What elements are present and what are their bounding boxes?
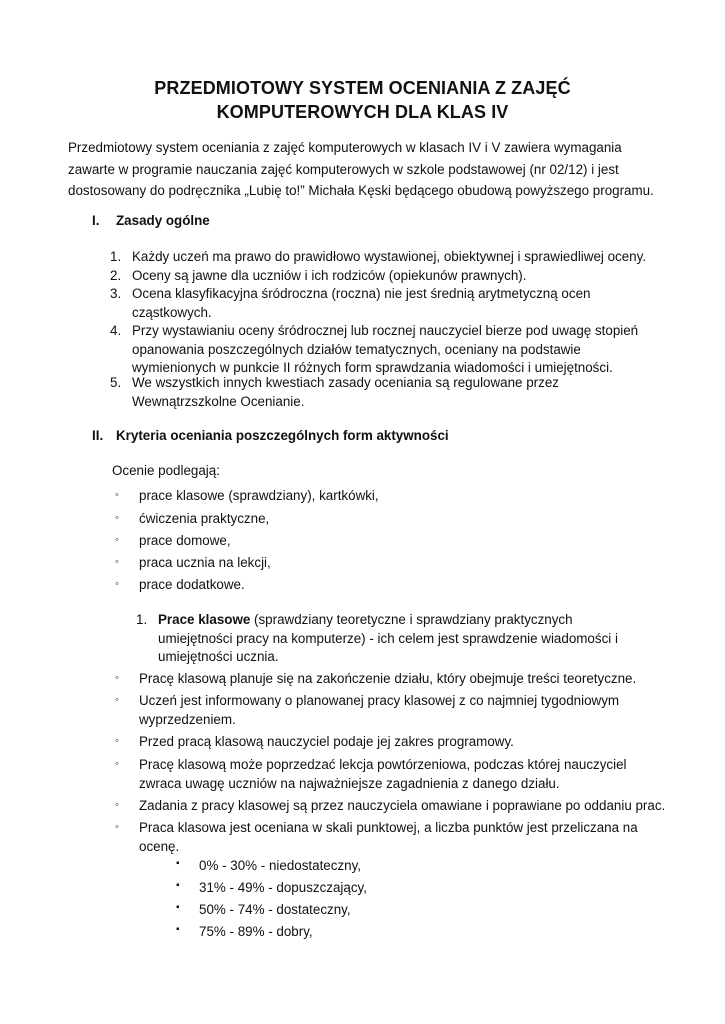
list-item-text: praca ucznia na lekcji,	[139, 555, 271, 570]
prace-klasowe-description: (sprawdziany teoretyczne i sprawdziany praktycznych umiejętności pracy na komputerze) - ich celem jest sprawdzenie wiadomości i umiejętności ucznia.	[158, 612, 618, 665]
subject-label: Ocenie podlegają:	[112, 463, 220, 478]
list-item-text: ćwiczenia praktyczne,	[139, 511, 270, 526]
bullet-icon: ◦	[115, 578, 119, 590]
intro-paragraph: Przedmiotowy system oceniania z zajęć komputerowych w klasach IV i V zawiera wymagania zawarte w programie nauczania zajęć komputerowych w szkole podstawowej (nr 02/12) i jest dostosowany do podręcznika „Lubię to!” Michała Kęski będącego obudową powyższego programu.	[68, 140, 654, 198]
bullet-icon: ◦	[115, 758, 119, 770]
bullet-icon: ◦	[115, 512, 119, 524]
list-item-text: prace domowe,	[139, 533, 231, 548]
list-item-text: Uczeń jest informowany o planowanej pracy klasowej z co najmniej tygodniowym wyprzedzeniem.	[139, 693, 620, 727]
document-title-line1: PRZEDMIOTOWY SYSTEM OCENIANIA Z ZAJĘĆ	[154, 78, 571, 98]
bullet-icon: ◦	[115, 556, 119, 568]
bullet-icon: ◦	[115, 735, 119, 747]
square-bullet-icon: ▪	[176, 880, 180, 891]
square-bullet-icon: ▪	[176, 858, 180, 869]
grade-text: 0% - 30% - niedostateczny,	[199, 858, 362, 873]
list-item-text: Praca klasowa jest oceniana w skali punktowej, a liczba punktów jest przeliczana na ocenę.	[139, 820, 638, 854]
list-item-text: Przy wystawianiu oceny śródrocznej lub rocznej nauczyciel bierze pod uwagę stopień opanowania poszczególnych działów tematycznych, oceniany na podstawie wymienionych w punkcie II różnych form sprawdzania wiadomości i umiejętności.	[132, 323, 639, 376]
list-item-number: 2.	[110, 268, 122, 283]
square-bullet-icon: ▪	[176, 924, 180, 935]
document-title-line2: KOMPUTEROWYCH DLA KLAS IV	[216, 102, 509, 122]
section-1-title: Zasady ogólne	[116, 213, 210, 228]
list-item-text: Ocena klasyfikacyjna śródroczna (roczna) nie jest średnią arytmetyczną ocen cząstkowych.	[132, 286, 591, 320]
list-item-text: Pracę klasową może poprzedzać lekcja powtórzeniowa, podczas której nauczyciel zwraca uwagę uczniów na najważniejsze zagadnienia z danego działu.	[139, 757, 627, 791]
list-item-text: Przed pracą klasową nauczyciel podaje jej zakres programowy.	[139, 734, 514, 749]
list-item-number: 3.	[110, 286, 122, 301]
list-item-text: prace klasowe (sprawdziany), kartkówki,	[139, 488, 379, 503]
prace-klasowe-label: Prace klasowe	[158, 612, 251, 627]
list-item-text: We wszystkich innych kwestiach zasady oceniania są regulowane przez Wewnątrzszkolne Ocenianie.	[132, 375, 559, 409]
list-item-text: Zadania z pracy klasowej są przez nauczyciela omawiane i poprawiane po oddaniu prac.	[139, 798, 666, 813]
list-item-text: prace dodatkowe.	[139, 577, 245, 592]
list-item-number: 1.	[110, 249, 122, 264]
list-item-number: 5.	[110, 375, 122, 390]
section-1-number: I.	[92, 213, 100, 228]
list-item-text: Oceny są jawne dla uczniów i ich rodziców (opiekunów prawnych).	[132, 268, 527, 283]
list-item-number: 1.	[136, 612, 148, 627]
bullet-icon: ◦	[115, 672, 119, 684]
list-item-text: Każdy uczeń ma prawo do prawidłowo wystawionej, obiektywnej i sprawiedliwej oceny.	[132, 249, 647, 264]
section-2-title: Kryteria oceniania poszczególnych form aktywności	[116, 428, 449, 443]
section-2-number: II.	[92, 428, 104, 443]
list-item-text: Pracę klasową planuje się na zakończenie działu, który obejmuje treści teoretyczne.	[139, 671, 637, 686]
bullet-icon: ◦	[115, 534, 119, 546]
bullet-icon: ◦	[115, 694, 119, 706]
list-item-number: 4.	[110, 323, 122, 338]
grade-text: 75% - 89% - dobry,	[199, 924, 313, 939]
square-bullet-icon: ▪	[176, 902, 180, 913]
list-item-text	[158, 611, 648, 667]
bullet-icon: ◦	[115, 821, 119, 833]
grade-text: 50% - 74% - dostateczny,	[199, 902, 351, 917]
bullet-icon: ◦	[115, 799, 119, 811]
bullet-icon: ◦	[115, 489, 119, 501]
grade-text: 31% - 49% - dopuszczający,	[199, 880, 367, 895]
